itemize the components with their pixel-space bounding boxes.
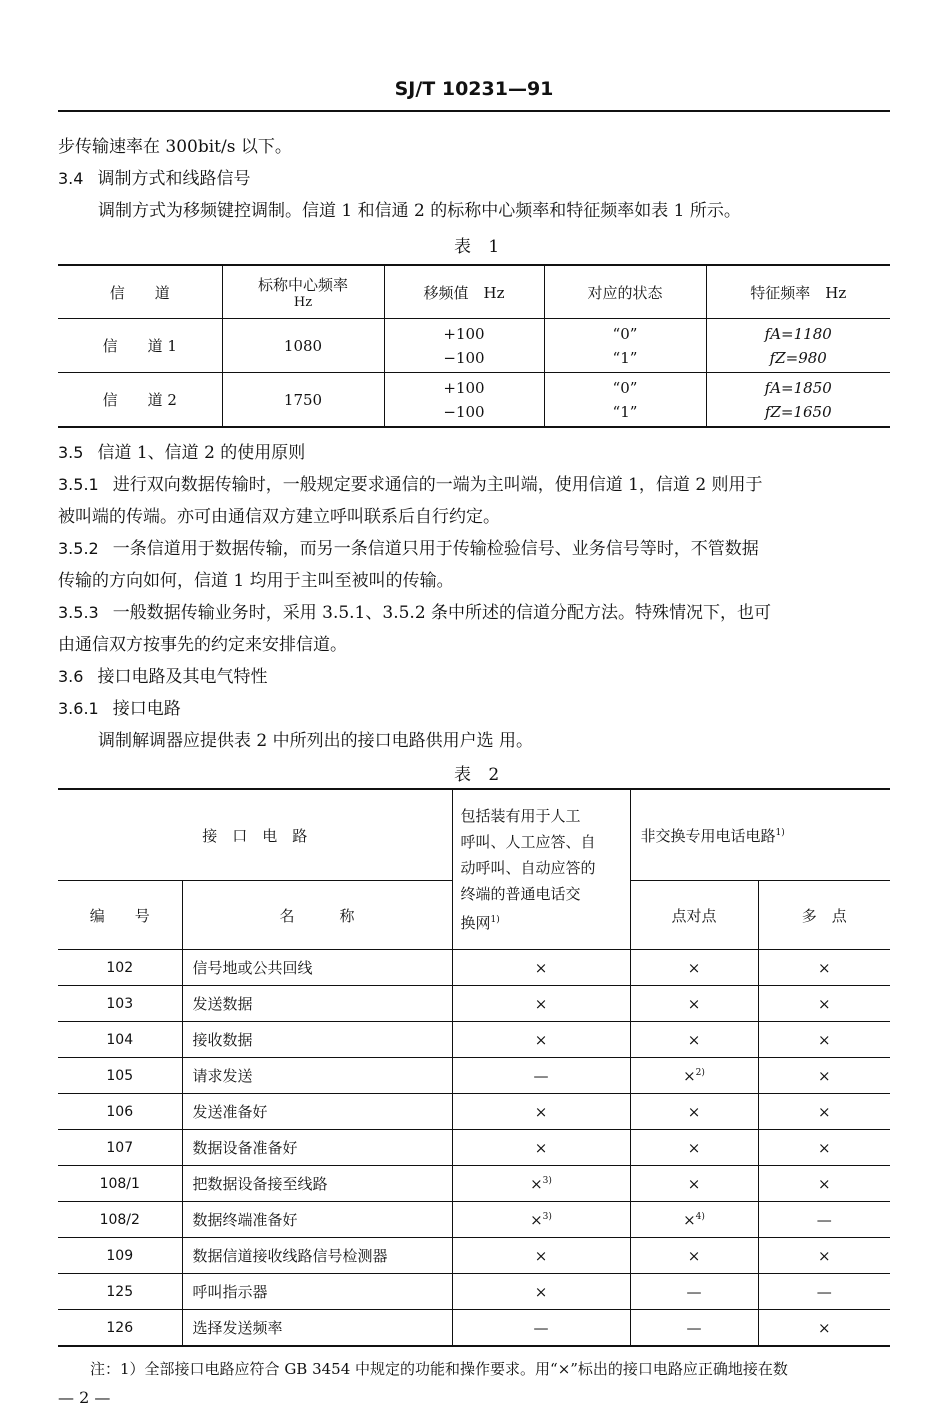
section-number: 3.6 (58, 667, 84, 686)
table-row (58, 373, 890, 428)
cell-char-frequency (706, 319, 890, 373)
cell-mark: × (687, 1174, 701, 1193)
cell-code: 126 (58, 1310, 182, 1347)
section-3-6-heading (58, 666, 267, 688)
header-state: 对应的状态 (544, 265, 706, 319)
cell-code: 103 (58, 986, 182, 1022)
section-3-5-2-line-1 (58, 538, 759, 560)
footnote-marker: 1) (490, 915, 500, 925)
cell-mark: × (534, 1246, 548, 1265)
cell-shift-minus: −100 (443, 402, 485, 421)
cell-shift-minus: −100 (443, 348, 485, 367)
header-shift: 移频值 Hz (384, 265, 544, 319)
cell-shift (384, 319, 544, 373)
table-2-body (58, 950, 890, 1347)
cell-state-1: “1” (612, 348, 638, 367)
cell-name: 数据终端准备好 (182, 1202, 452, 1238)
cell-multipoint: × (758, 1238, 890, 1274)
cell-shift-plus: +100 (443, 324, 485, 343)
header-text: 终端的普通电话交 (460, 885, 581, 903)
footnote-marker: 2) (695, 1067, 705, 1078)
page-number: — 2 — (58, 1388, 111, 1407)
cell-mark: × (534, 958, 548, 977)
table-header-row (58, 265, 890, 319)
cell-point-to-point (630, 1238, 758, 1274)
table-row (58, 1310, 890, 1347)
cell-public (452, 950, 630, 986)
section-3-5-heading (58, 442, 305, 464)
header-point-to-point: 点对点 (630, 881, 758, 950)
cell-public (452, 1166, 630, 1202)
cell-multipoint: × (758, 1166, 890, 1202)
cell-shift (384, 373, 544, 428)
header-code: 编 号 (58, 881, 182, 950)
cell-name: 接收数据 (182, 1022, 452, 1058)
section-number: 3.4 (58, 169, 84, 188)
cell-fa: fA=1850 (764, 378, 832, 397)
cell-mark: × (683, 1210, 696, 1229)
cell-name: 数据设备准备好 (182, 1130, 452, 1166)
header-multipoint: 多 点 (758, 881, 890, 950)
header-text: 包括装有用于人工 (460, 807, 581, 825)
cell-multipoint: — (758, 1202, 890, 1238)
cell-multipoint: × (758, 950, 890, 986)
table-row (58, 1094, 890, 1130)
cell-mark: × (683, 1066, 696, 1085)
table-row (58, 950, 890, 986)
cell-mark: × (534, 1102, 548, 1121)
cell-public (452, 1310, 630, 1347)
cell-multipoint: × (758, 1130, 890, 1166)
table-note: 注：1）全部接口电路应符合 GB 3454 中规定的功能和操作要求。用“×”标出的接口电路应正确地接在数 (90, 1360, 788, 1378)
section-3-5-2-line-2: 传输的方向如何，信道 1 均用于主叫至被叫的传输。 (58, 571, 454, 591)
cell-name: 信号地或公共回线 (182, 950, 452, 986)
section-number: 3.5.1 (58, 475, 99, 494)
header-channel: 信 道 (58, 265, 222, 319)
table-1-caption: 表 1 (454, 237, 506, 257)
section-number: 3.5 (58, 443, 84, 462)
cell-public (452, 1094, 630, 1130)
header-text: 非交换专用电话电路 (640, 826, 776, 845)
cell-state-0: “0” (612, 378, 638, 397)
cell-public (452, 1274, 630, 1310)
cell-multipoint: × (758, 1022, 890, 1058)
cell-state (544, 319, 706, 373)
cell-mark: × (534, 1138, 548, 1157)
table-row (58, 1022, 890, 1058)
cell-mark: × (534, 994, 548, 1013)
section-text: 一般数据传输业务时，采用 3.5.1、3.5.2 条中所述的信道分配方法。特殊情况下，也可 (112, 603, 772, 623)
cell-fz: fZ=980 (769, 348, 827, 367)
cell-point-to-point (630, 1130, 758, 1166)
cell-public (452, 1130, 630, 1166)
header-public-network (452, 789, 630, 950)
cell-char-frequency (706, 373, 890, 428)
footnote-marker: 3) (542, 1175, 552, 1186)
cell-public (452, 1238, 630, 1274)
section-3-4-heading (58, 168, 250, 190)
cell-mark: — (533, 1318, 549, 1337)
header-center-unit: Hz (293, 295, 313, 310)
cell-code: 108/2 (58, 1202, 182, 1238)
cell-point-to-point (630, 1058, 758, 1094)
table-row (58, 1130, 890, 1166)
section-text: 一条信道用于数据传输，而另一条信道只用于传输检验信号、业务信号等时，不管数据 (112, 539, 759, 559)
cell-center: 1750 (222, 373, 384, 428)
cell-mark: × (687, 1138, 701, 1157)
cell-point-to-point (630, 1094, 758, 1130)
header-text: 呼叫、人工应答、自 (460, 833, 596, 851)
cell-code: 107 (58, 1130, 182, 1166)
cell-code: 109 (58, 1238, 182, 1274)
section-number: 3.6.1 (58, 699, 99, 718)
cell-multipoint: — (758, 1274, 890, 1310)
header-text: 换网 (460, 914, 491, 932)
cell-mark: × (534, 1030, 548, 1049)
cell-center: 1080 (222, 319, 384, 373)
page-header: SJ/T 10231—91 (394, 78, 554, 100)
table-2 (58, 788, 890, 1347)
header-center-label: 标称中心频率 (257, 276, 348, 294)
cell-multipoint: × (758, 1310, 890, 1347)
cell-mark: × (530, 1174, 543, 1193)
cell-shift-plus: +100 (443, 378, 485, 397)
cell-point-to-point (630, 1202, 758, 1238)
section-title: 信道 1、信道 2 的使用原则 (97, 443, 306, 463)
section-3-6-1-body: 调制解调器应提供表 2 中所列出的接口电路供用户选 用。 (98, 731, 534, 751)
section-3-5-3-line-1 (58, 602, 771, 624)
section-title: 调制方式和线路信号 (97, 169, 251, 189)
section-3-5-1-line-2: 被叫端的传端。亦可由通信双方建立呼叫联系后自行约定。 (58, 507, 500, 527)
cell-public (452, 1202, 630, 1238)
header-text: 动呼叫、自动应答的 (460, 859, 596, 877)
cell-name: 把数据设备接至线路 (182, 1166, 452, 1202)
header-rule (58, 110, 890, 112)
cell-public (452, 1058, 630, 1094)
header-characteristic-frequency: 特征频率 Hz (706, 265, 890, 319)
cell-name: 发送准备好 (182, 1094, 452, 1130)
cell-mark: × (687, 994, 701, 1013)
header-leased-line (630, 789, 890, 881)
table-header-row (58, 789, 890, 881)
header-name: 名 称 (182, 881, 452, 950)
cell-mark: — (686, 1318, 702, 1337)
cell-point-to-point (630, 1166, 758, 1202)
cell-point-to-point (630, 1310, 758, 1347)
table-1 (58, 264, 890, 428)
cell-mark: × (534, 1282, 548, 1301)
cell-multipoint: × (758, 1058, 890, 1094)
cell-mark: × (687, 1102, 701, 1121)
cell-mark: — (533, 1066, 549, 1085)
table-row (58, 1274, 890, 1310)
cell-mark: — (686, 1282, 702, 1301)
header-interface-circuit: 接 口 电 路 (58, 789, 452, 881)
cell-code: 102 (58, 950, 182, 986)
section-title: 接口电路 (112, 699, 181, 719)
cell-name: 请求发送 (182, 1058, 452, 1094)
section-number: 3.5.3 (58, 603, 99, 622)
table-row (58, 1202, 890, 1238)
section-3-6-1-heading (58, 698, 181, 720)
section-3-4-body: 调制方式为移频键控调制。信道 1 和信通 2 的标称中心频率和特征频率如表 1 所示。 (98, 201, 741, 221)
cell-code: 106 (58, 1094, 182, 1130)
cell-mark: × (530, 1210, 543, 1229)
section-title: 接口电路及其电气特性 (97, 667, 268, 687)
cell-code: 104 (58, 1022, 182, 1058)
paragraph-continuation: 步传输速率在 300bit/s 以下。 (58, 137, 292, 157)
section-3-5-3-line-2: 由通信双方按事先的约定来安排信道。 (58, 635, 347, 655)
table-row (58, 319, 890, 373)
cell-state-0: “0” (612, 324, 638, 343)
section-text: 进行双向数据传输时，一般规定要求通信的一端为主叫端，使用信道 1，信道 2 则用于 (112, 475, 763, 495)
table-row (58, 1058, 890, 1094)
cell-code: 125 (58, 1274, 182, 1310)
cell-multipoint: × (758, 1094, 890, 1130)
section-3-5-1-line-1 (58, 474, 763, 496)
cell-point-to-point (630, 1022, 758, 1058)
cell-code: 108/1 (58, 1166, 182, 1202)
cell-fz: fZ=1650 (764, 402, 832, 421)
cell-state-1: “1” (612, 402, 638, 421)
table-row (58, 1238, 890, 1274)
cell-public (452, 986, 630, 1022)
cell-code: 105 (58, 1058, 182, 1094)
table-row (58, 1166, 890, 1202)
cell-public (452, 1022, 630, 1058)
footnote-marker: 1) (775, 827, 785, 838)
table-row (58, 986, 890, 1022)
cell-name: 呼叫指示器 (182, 1274, 452, 1310)
footnote-marker: 3) (542, 1211, 552, 1222)
cell-multipoint: × (758, 986, 890, 1022)
cell-mark: × (687, 1246, 701, 1265)
cell-mark: × (687, 958, 701, 977)
table-2-caption: 表 2 (454, 765, 506, 785)
cell-state (544, 373, 706, 428)
cell-point-to-point (630, 986, 758, 1022)
cell-channel: 信 道 2 (58, 373, 222, 428)
cell-name: 发送数据 (182, 986, 452, 1022)
cell-channel: 信 道 1 (58, 319, 222, 373)
cell-point-to-point (630, 950, 758, 986)
section-number: 3.5.2 (58, 539, 99, 558)
cell-point-to-point (630, 1274, 758, 1310)
footnote-marker: 4) (695, 1211, 705, 1222)
cell-fa: fA=1180 (764, 324, 832, 343)
cell-name: 选择发送频率 (182, 1310, 452, 1347)
cell-name: 数据信道接收线路信号检测器 (182, 1238, 452, 1274)
header-center-frequency (222, 265, 384, 319)
cell-mark: × (687, 1030, 701, 1049)
